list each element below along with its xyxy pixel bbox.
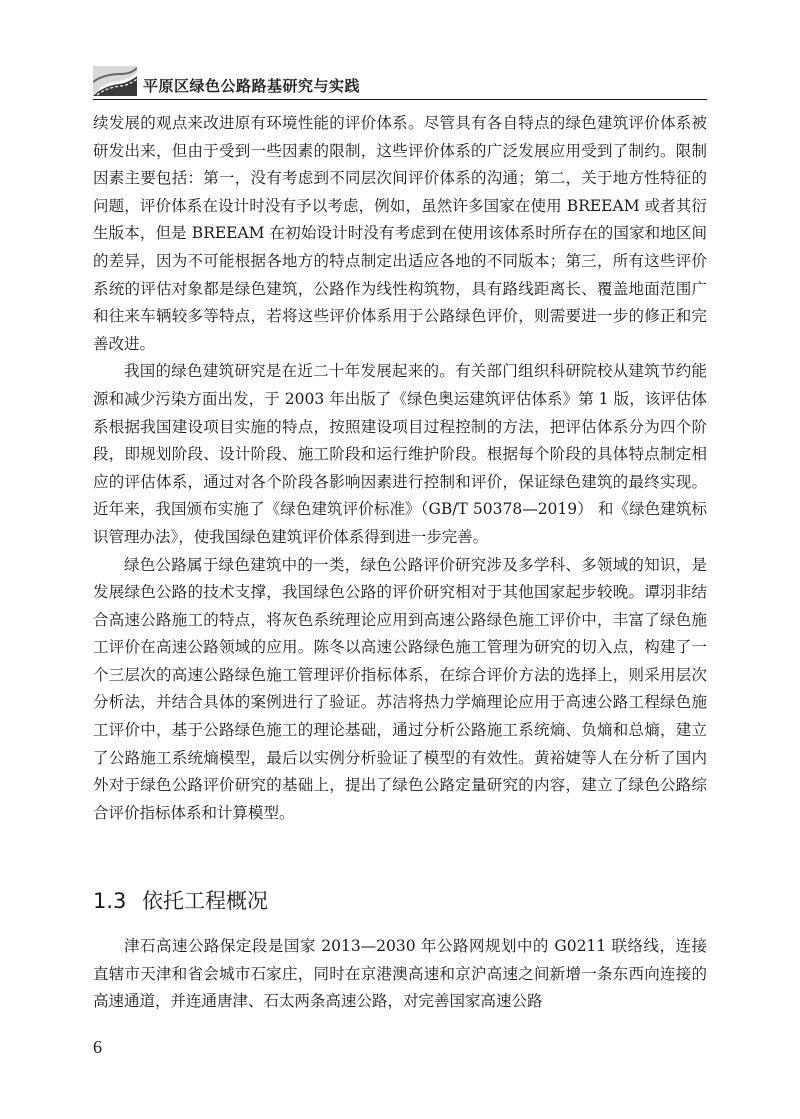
- paragraph-green-building-research: 我国的绿色建筑研究是在近二十年发展起来的。有关部门组织科研院校从建筑节约能源和减少污染方面出发，于 2003 年出版了《绿色奥运建筑评估体系》第 1 版，该评估体系根据我国建设项目实施的特点，按照建设项目过程控制的方法，把评估体系分为四个阶段，即规划阶段、设计阶段、施工阶段和运行维护阶段。根据每个阶段的具体特点制定相应的评估体系，通过对各个阶段各影响因素进行控制和评价，保证绿色建筑的最终实现。近年来，我国颁布实施了《绿色建筑评价标准》（GB/T 50378—2019） 和《绿色建筑标识管理办法》，使我国绿色建筑评价体系得到进一步完善。: [93, 362, 707, 546]
- section-title: 依托工程概况: [142, 889, 268, 913]
- section-heading: [93, 885, 268, 915]
- section-number: 1.3: [93, 889, 127, 913]
- paragraph-green-highway-evaluation: 绿色公路属于绿色建筑中的一类，绿色公路评价研究涉及多学科、多领域的知识，是发展绿色公路的技术支撑，我国绿色公路的评价研究相对于其他国家起步较晚。谭羽非结合高速公路施工的特点，将灰色系统理论应用到高速公路绿色施工评价中，丰富了绿色施工评价在高速公路领域的应用。陈冬以高速公路绿色施工管理为研究的切入点，构建了一个三层次的高速公路绿色施工管理评价指标体系，在综合评价方法的选择上，则采用层次分析法，并结合具体的案例进行了验证。苏洁将热力学熵理论应用于高速公路工程绿色施工评价中，基于公路绿色施工的理论基础，通过分析公路施工系统熵、负熵和总熵，建立了公路施工系统熵模型，最后以实例分析验证了模型的有效性。黄裕婕等人在分析了国内外对于绿色公路评价研究的基础上，提出了绿色公路定量研究的内容，建立了绿色公路综合评价指标体系和计算模型。: [93, 555, 707, 822]
- paragraph-project-overview: 津石高速公路保定段是国家 2013—2030 年公路网规划中的 G0211 联络线，连接直辖市天津和省会城市石家庄，同时在京港澳高速和京沪高速之间新增一条东西向连接的高速通道，并连通唐津、石太两条高速公路，对完善国家高速公路: [93, 937, 707, 1011]
- running-title: 平原区绿色公路路基研究与实践: [143, 77, 361, 95]
- body-text: [93, 110, 707, 827]
- page-header: [93, 66, 707, 100]
- road-icon: [93, 66, 137, 96]
- page-number: 6: [93, 1037, 102, 1057]
- paragraph-continued: 续发展的观点来改进原有环境性能的评价体系。尽管具有各自特点的绿色建筑评价体系被研发出来，但由于受到一些因素的限制，这些评价体系的广泛发展应用受到了制约。限制因素主要包括：第一，没有考虑到不同层次间评价体系的沟通；第二，关于地方性特征的问题，评价体系在设计时没有予以考虑，例如，虽然许多国家在使用 BREEAM 或者其衍生版本，但是 BREEAM 在初始设计时没有考虑到在使用该体系时所存在的国家和地区间的差异，因为不可能根据各地方的特点制定出适应各地的不同版本；第三，所有这些评价系统的评估对象都是绿色建筑，公路作为线性构筑物，具有路线距离长、覆盖地面范围广和往来车辆较多等特点，若将这些评价体系用于公路绿色评价，则需要进一步的修正和完善改进。: [93, 114, 707, 353]
- section-body-text: [93, 933, 707, 1016]
- header-divider: [93, 99, 707, 101]
